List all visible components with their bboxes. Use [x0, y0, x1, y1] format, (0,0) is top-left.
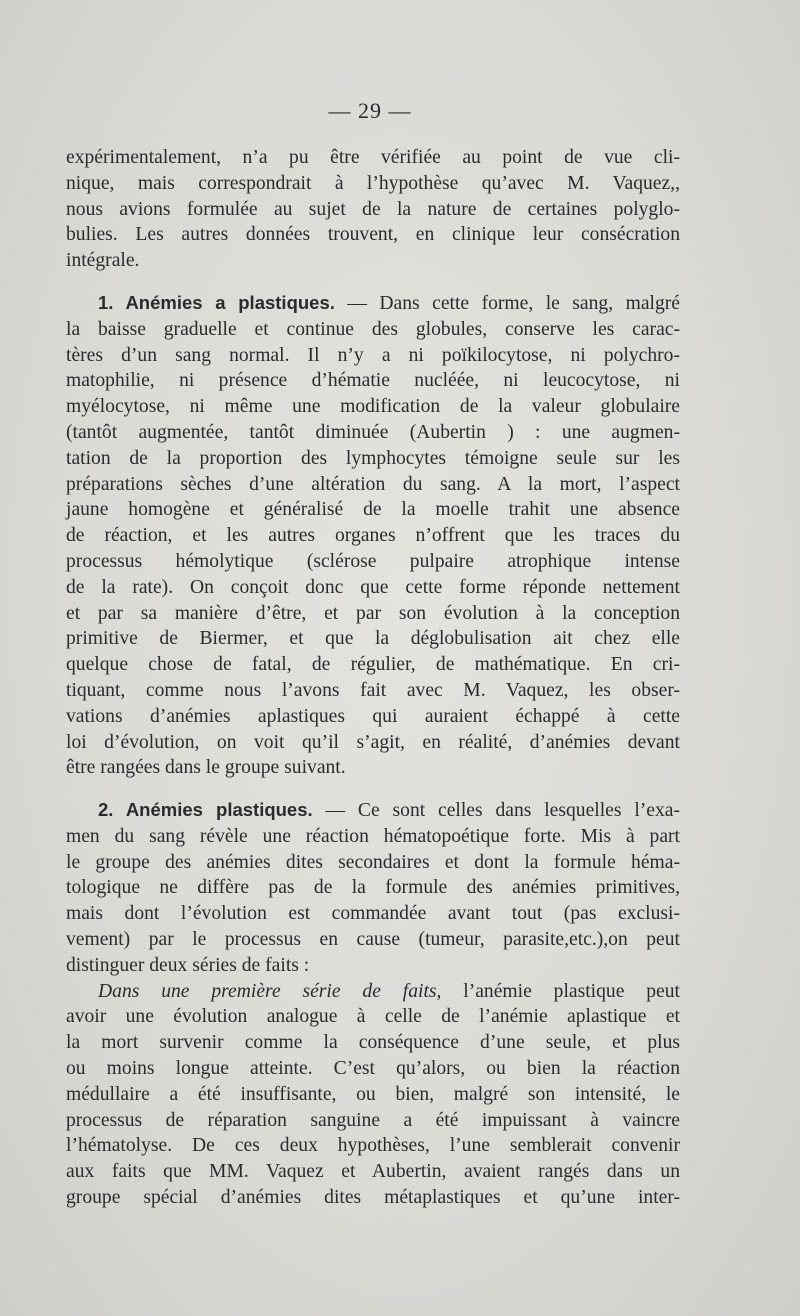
text-line: ou moins longue atteinte. C’est qu’alors, ou bien la réaction: [66, 1057, 680, 1079]
section-lead-text: — Ce sont celles dans lesquelles l’exa-: [312, 800, 680, 821]
text-line: primitive de Biermer, et que la déglobulisation ait chez elle: [66, 628, 680, 650]
italic-lead: Dans une première série de faits,: [98, 980, 442, 1002]
text-line: l’hématolyse. De ces deux hypothèses, l’une semblerait convenir: [66, 1135, 680, 1157]
section-heading: 2. Anémies plastiques.: [98, 799, 313, 820]
text-line: la baisse graduelle et continue des globules, conserve les carac-: [66, 318, 680, 340]
text-line: et par sa manière d’être, et par son évolution à la conception: [66, 602, 680, 624]
text-line: avoir une évolution analogue à celle de l’anémie aplastique et: [66, 1006, 680, 1028]
section-heading-line: [66, 290, 680, 317]
text-line: être rangées dans le groupe suivant.: [66, 757, 346, 779]
section-lead-text: — Dans cette forme, le sang, malgré: [334, 293, 680, 314]
text-line: men du sang révèle une réaction hématopoétique forte. Mis à part: [66, 825, 680, 847]
text-line: matophilie, ni présence d’hématie nucléée, ni leucocytose, ni: [66, 370, 680, 392]
text-line: bulies. Les autres données trouvent, en clinique leur consécration: [66, 224, 680, 246]
section-heading-line: [66, 797, 680, 824]
italic-rest: l’anémie plastique peut: [441, 980, 680, 1002]
text-line: préparations sèches d’une altération du sang. A la mort, l’aspect: [66, 473, 680, 495]
text-line: de réaction, et les autres organes n’offrent que les traces du: [66, 525, 680, 547]
text-line: tologique ne diffère pas de la formule des anémies primitives,: [66, 877, 680, 899]
section-heading: 1. Anémies a plastiques.: [98, 292, 335, 313]
text-line: expérimentalement, n’a pu être vérifiée au point de vue cli-: [66, 147, 680, 168]
text-line: la mort survenir comme la conséquence d’une seule, et plus: [66, 1032, 680, 1054]
text-line: groupe spécial d’anémies dites métaplastiques et qu’une inter-: [66, 1186, 680, 1208]
section-plastic-anemias: [66, 797, 680, 1211]
text-line: médullaire a été insuffisante, ou bien, malgré son intensité, le: [66, 1083, 680, 1105]
text-line: quelque chose de fatal, de régulier, de mathématique. En cri-: [66, 654, 680, 676]
text-line: loi d’évolution, on voit qu’il s’agit, en réalité, d’anémies devant: [66, 731, 680, 753]
text-line: de la rate). On conçoit donc que cette forme réponde nettement: [66, 576, 680, 598]
section-aplastic-anemias: [66, 290, 680, 781]
text-line: (tantôt augmentée, tantôt diminuée (Aubertin ) : une augmen-: [66, 421, 680, 443]
text-line: tiquant, comme nous l’avons fait avec M. Vaquez, les obser-: [66, 679, 680, 701]
text-line: le groupe des anémies dites secondaires et dont la formule héma-: [66, 851, 680, 873]
text-line: processus hémolytique (sclérose pulpaire atrophique intense: [66, 550, 680, 572]
text-line: distinguer deux séries de faits :: [66, 954, 310, 976]
italic-lead-line: [66, 979, 680, 1005]
text-line: jaune homogène et généralisé de la moelle trahit une absence: [66, 499, 680, 521]
page-number: — 29 —: [328, 98, 412, 123]
text-line: nique, mais correspondrait à l’hypothèse qu’avec M. Vaquez,,: [66, 172, 680, 194]
text-line: myélocytose, ni même une modification de la valeur globulaire: [66, 396, 680, 418]
text-line: aux faits que MM. Vaquez et Aubertin, avaient rangés dans un: [66, 1161, 680, 1183]
text-line: mais dont l’évolution est commandée avant tout (pas exclusi-: [66, 903, 680, 925]
text-line: processus de réparation sanguine a été impuissant à vaincre: [66, 1109, 680, 1131]
text-line: nous avions formulée au sujet de la nature de certaines polyglo-: [66, 198, 680, 220]
text-line: tation de la proportion des lymphocytes témoigne seule sur les: [66, 447, 680, 469]
intro-paragraph: [66, 145, 680, 274]
text-line: vations d’anémies aplastiques qui auraient échappé à cette: [66, 705, 680, 727]
text-line: tères d’un sang normal. Il n’y a ni poïkilocytose, ni polychro-: [66, 344, 680, 366]
text-line: vement) par le processus en cause (tumeur, parasite,etc.),on peut: [66, 928, 680, 950]
text-line: intégrale.: [66, 250, 140, 272]
